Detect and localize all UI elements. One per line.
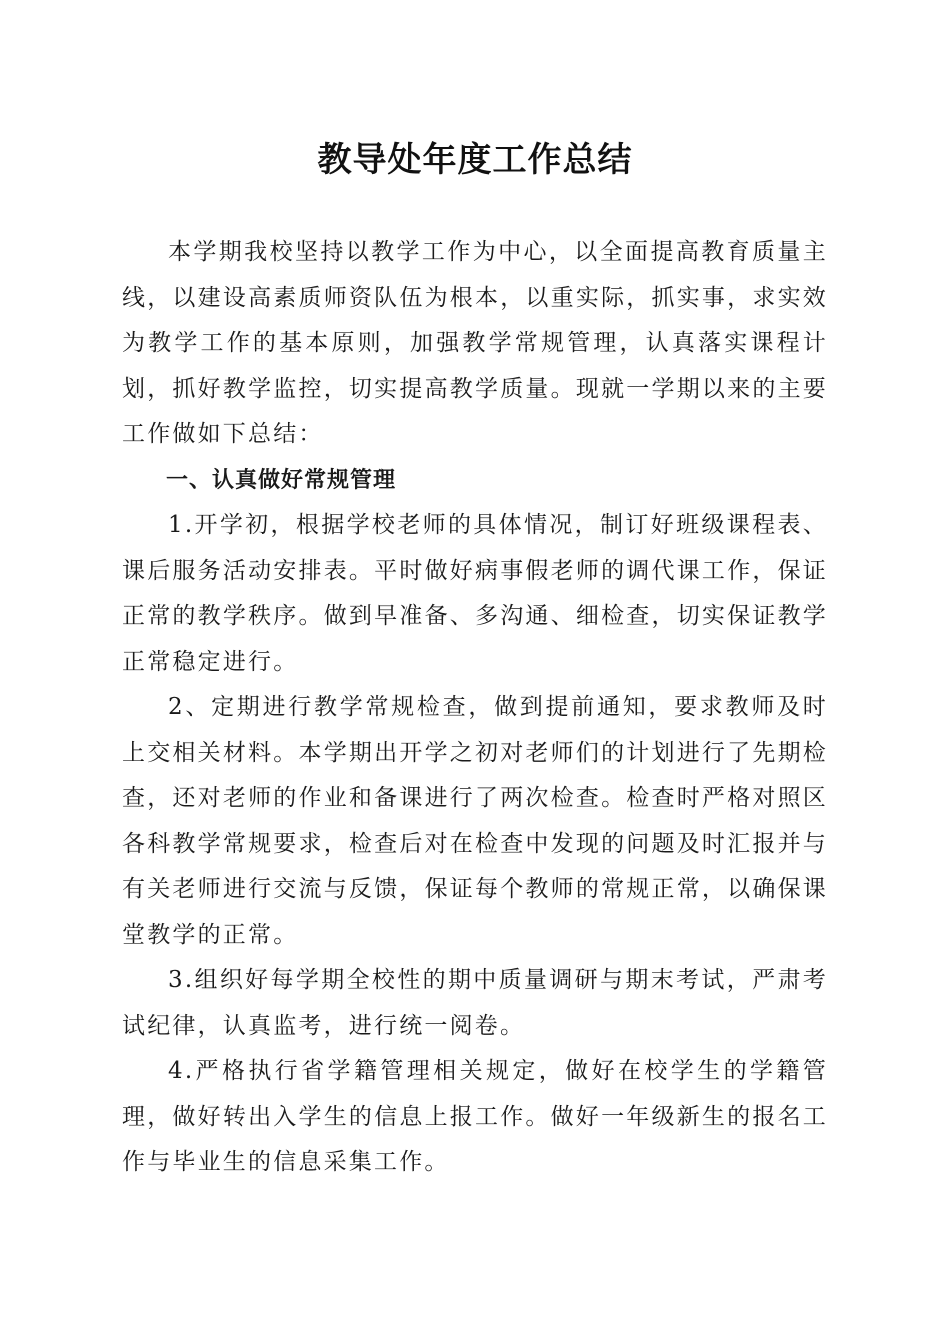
intro-paragraph: 本学期我校坚持以教学工作为中心，以全面提高教育质量主线，以建设高素质师资队伍为根本，以重实际，抓实事，求实效为教学工作的基本原则，加强教学常规管理，认真落实课程计划，抓好教学监控，切实提高教学质量。现就一学期以来的主要工作做如下总结：	[122, 239, 828, 447]
document-body	[122, 230, 828, 1186]
section-heading-1: 一、认真做好常规管理	[166, 467, 397, 493]
list-item-3: 3.组织好每学期全校性的期中质量调研与期末考试，严肃考试纪律，认真监考，进行统一阅卷。	[122, 967, 828, 1039]
list-item-2: 2、定期进行教学常规检查，做到提前通知，要求教师及时上交相关材料。本学期出开学之初对老师们的计划进行了先期检查，还对老师的作业和备课进行了两次检查。检查时严格对照区各科教学常规要求，检查后对在检查中发现的问题及时汇报并与有关老师进行交流与反馈，保证每个教师的常规正常，以确保课堂教学的正常。	[122, 694, 828, 948]
document-title: 教导处年度工作总结	[317, 140, 633, 180]
list-item-1: 1.开学初，根据学校老师的具体情况，制订好班级课程表、课后服务活动安排表。平时做好病事假老师的调代课工作，保证正常的教学秩序。做到早准备、多沟通、细检查，切实保证教学正常稳定进行。	[122, 512, 828, 675]
list-item-4: 4.严格执行省学籍管理相关规定，做好在校学生的学籍管理，做好转出入学生的信息上报工作。做好一年级新生的报名工作与毕业生的信息采集工作。	[122, 1058, 828, 1175]
